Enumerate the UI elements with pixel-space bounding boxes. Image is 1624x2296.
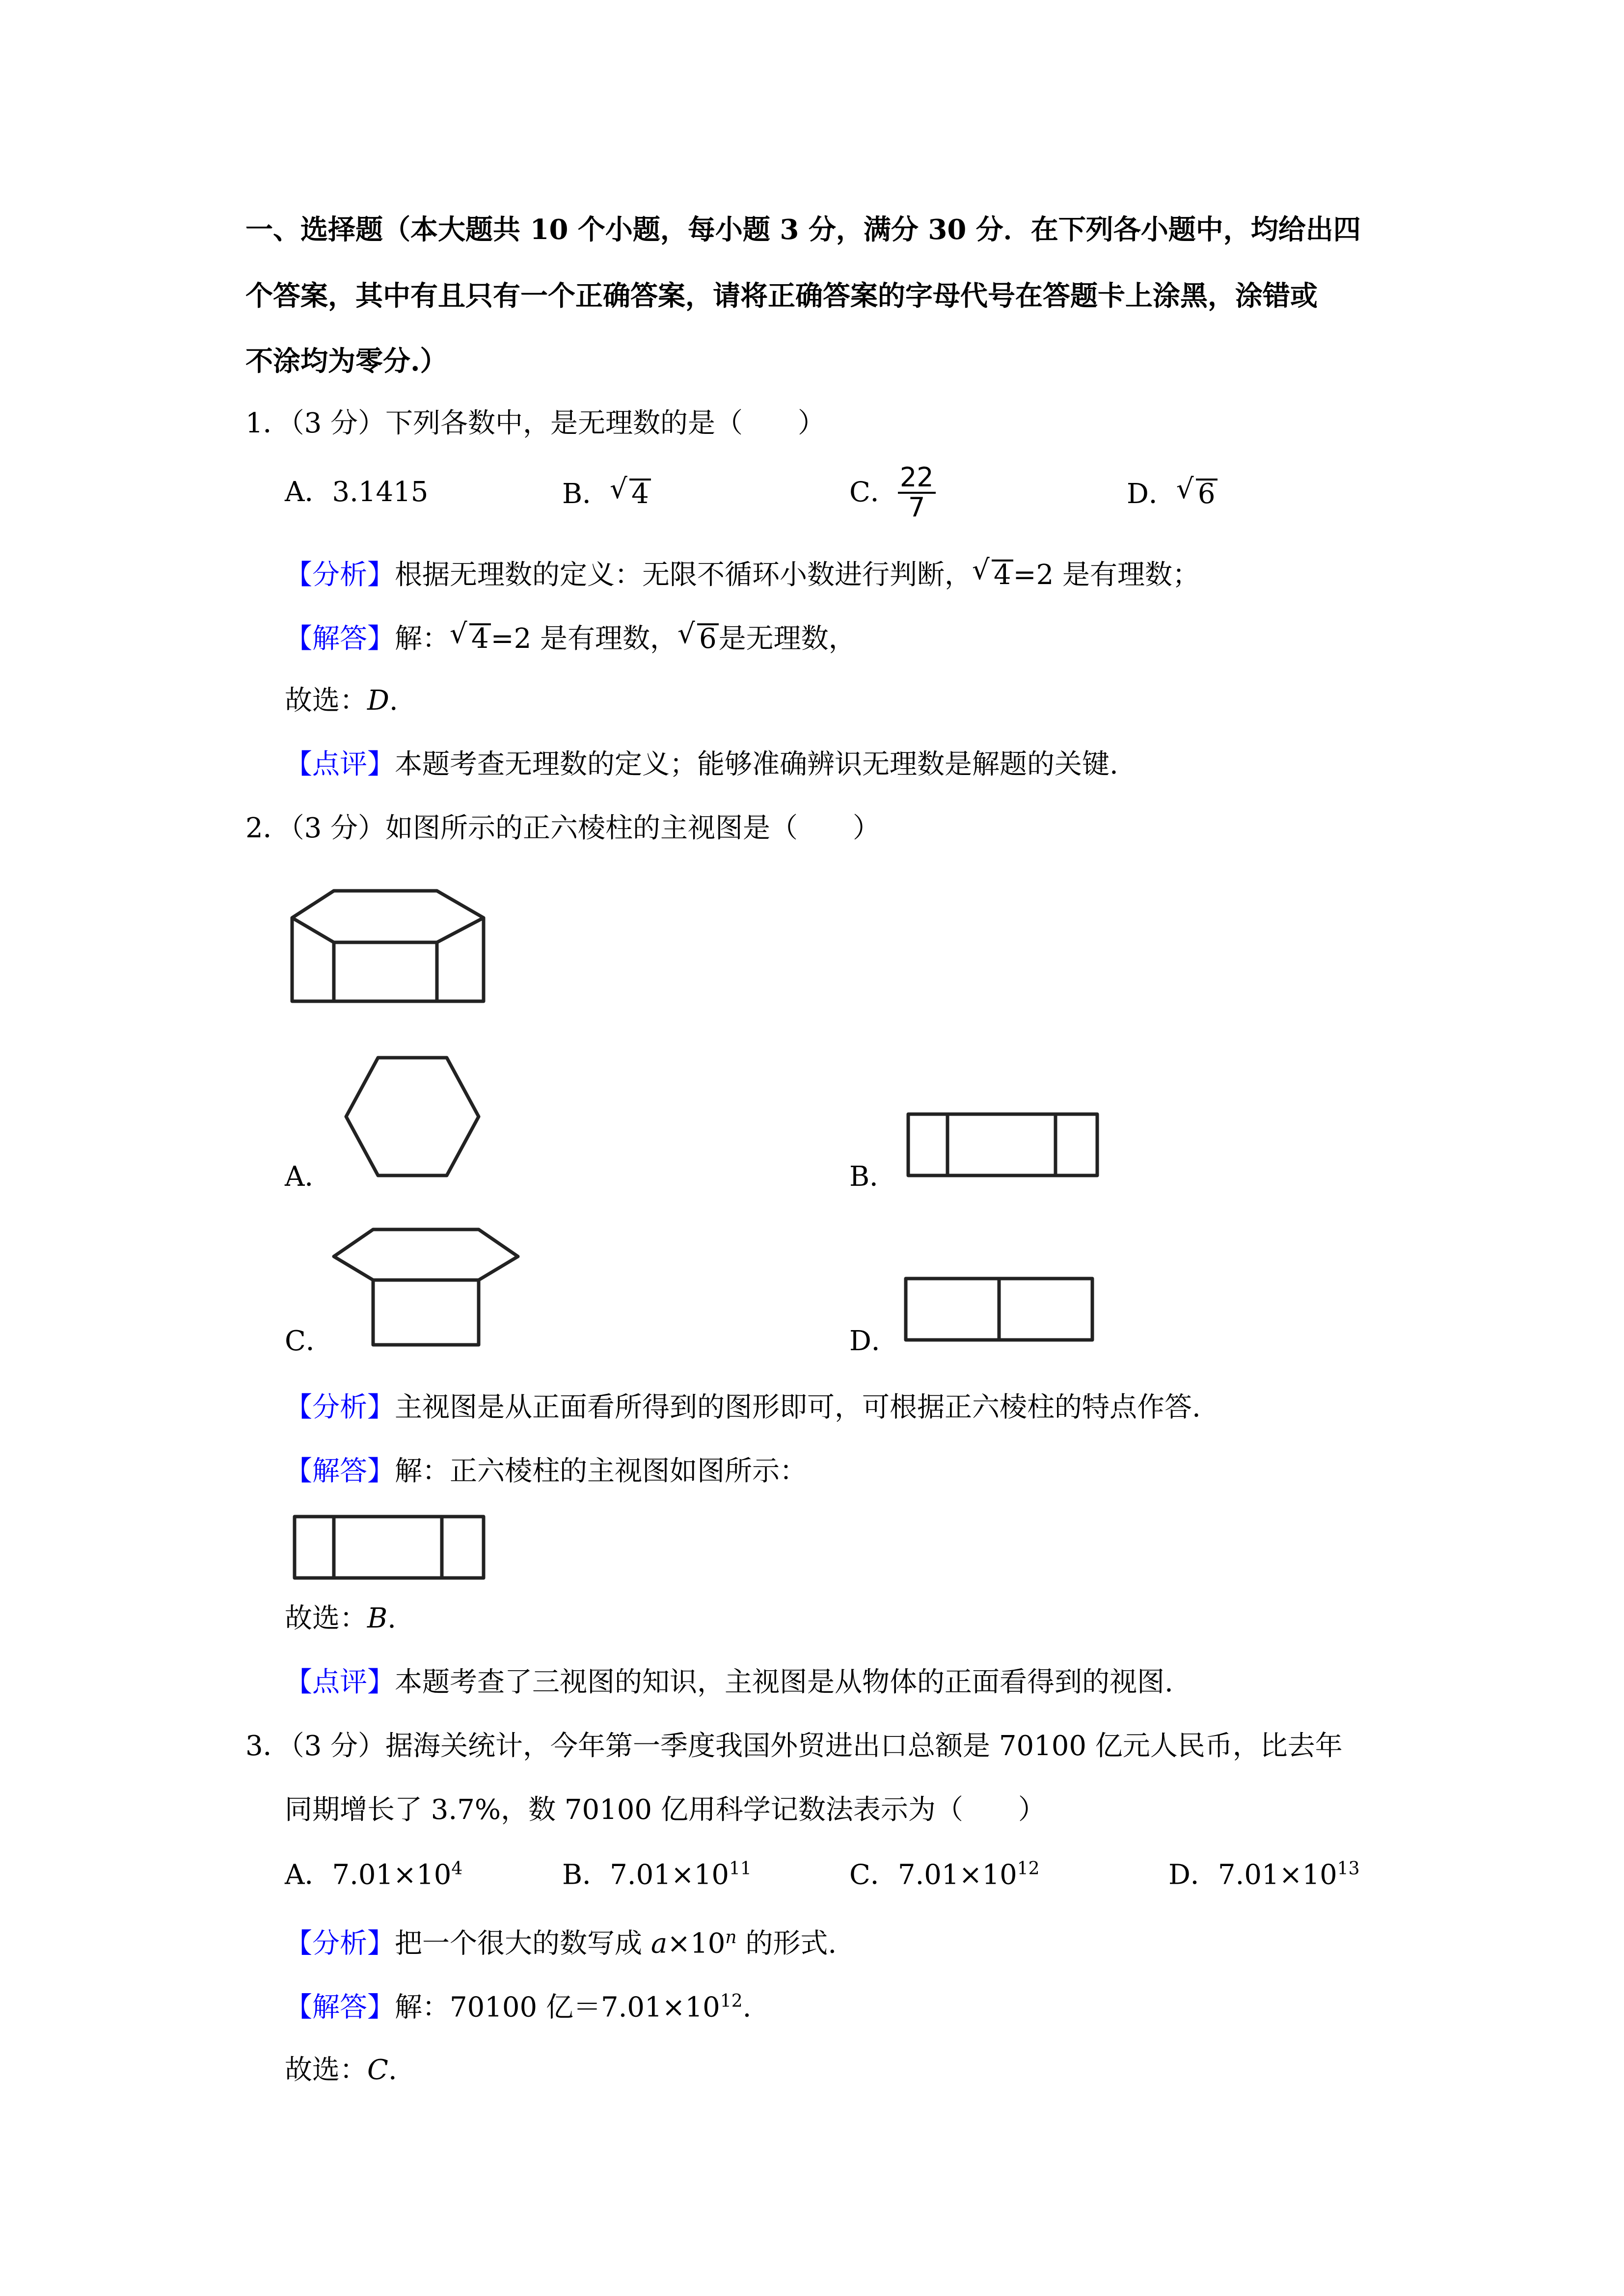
q2-option-a-label: A． [285,1161,332,1193]
option-b-three-rectangles [906,1112,1102,1180]
q3-stem-line-1: 3．（3 分）据海关统计，今年第一季度我国外贸进出口总额是 70100 亿元人民币，比去年 [245,1730,1343,1762]
option-c-hexagon-on-rectangle [331,1227,523,1350]
q3-option-a: A．$7.01\times 10^4$ [285,1859,463,1891]
q1-solution: 【解答】解：√ 4=2 是有理数，√ 6是无理数， [285,623,856,653]
q2-option-d-label: D． [849,1325,899,1357]
q1-option-b: B．√ 4 [562,479,651,508]
q3-analysis: 【分析】把一个很大的数写成 $a\times 10^n$ 的形式. [285,1927,837,1960]
q1-stem: 1．（3 分）下列各数中，是无理数的是（ ） [245,407,826,439]
q2-stem: 2．（3 分）如图所示的正六棱柱的主视图是（ ） [245,812,881,844]
q2-option-c-label: C． [285,1325,333,1357]
q2-answer: 故选：B. [285,1602,396,1634]
option-a-hexagon [341,1055,484,1183]
fraction: $\frac{22}{7}$ [898,464,936,521]
q2-option-b-label: B． [849,1161,897,1193]
q3-solution: 【解答】解：70100 亿$=7.01\times 10^{12}$. [285,1991,752,2024]
q2-comment: 【点评】本题考查了三视图的知识，主视图是从物体的正面看得到的视图. [285,1666,1173,1698]
solution-front-view [292,1514,488,1583]
prism-top-edges [292,918,484,942]
q1-option-d: D．√ 6 [1127,479,1218,508]
q3-answer: 故选：C. [285,2054,397,2086]
prism-outline [292,891,484,1001]
q1-comment: 【点评】本题考查无理数的定义；能够准确辨识无理数是解题的关键. [285,748,1118,780]
q1-option-c: C． $\frac{22}{7}$ [849,464,936,521]
q1-answer: 故选：D. [285,685,398,717]
section-heading-line-1: 一、选择题（本大题共 10 个小题，每小题 3 分，满分 30 分．在下列各小题中，均给出四 [245,214,1361,246]
q1-analysis: 【分析】根据无理数的定义：无限不循环小数进行判断，√ 4=2 是有理数； [285,560,1200,589]
section-heading-line-2: 个答案，其中有且只有一个正确答案，请将正确答案的字母代号在答题卡上涂黑，涂错或 [245,280,1318,312]
q2-analysis: 【分析】主视图是从正面看所得到的图形即可，可根据正六棱柱的特点作答. [285,1391,1201,1423]
section-heading-line-3: 不涂均为零分.） [245,345,448,377]
option-d-two-rectangles [903,1276,1097,1345]
q3-option-d: D．$7.01\times 10^{13}$ [1168,1859,1360,1891]
q3-option-c: C．$7.01\times 10^{12}$ [849,1859,1040,1891]
q2-solution: 【解答】解：正六棱柱的主视图如图所示： [285,1455,807,1487]
q3-stem-line-2: 同期增长了 3.7%，数 70100 亿用科学记数法表示为（ ） [285,1794,1046,1826]
hexagonal-prism-figure [290,888,491,1011]
q1-option-a: A．3.1415 [285,476,429,508]
q3-option-b: B．$7.01\times 10^{11}$ [562,1859,752,1891]
